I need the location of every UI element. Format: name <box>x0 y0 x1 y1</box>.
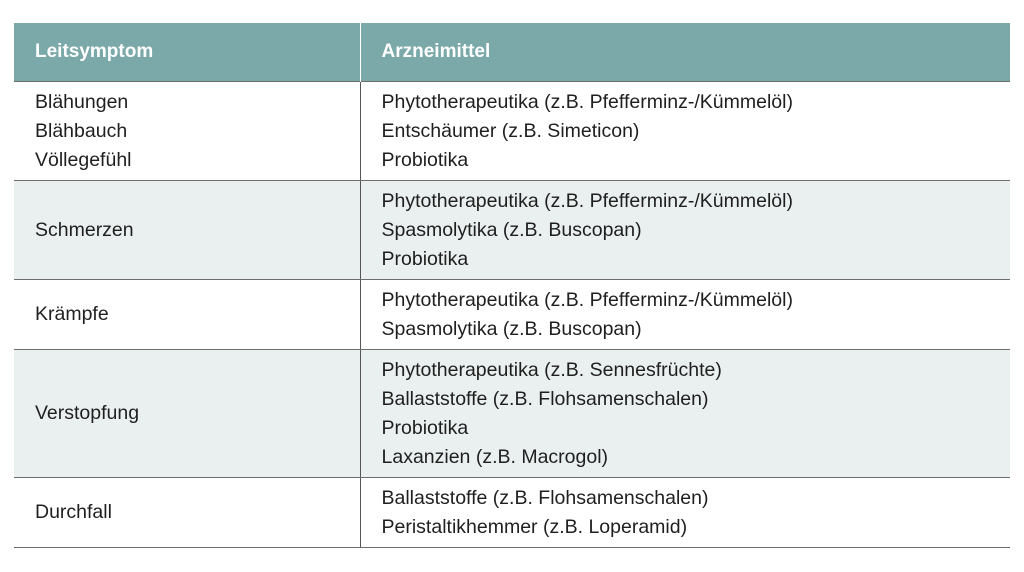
table-row <box>14 181 1010 280</box>
medication-text: Phytotherapeutika (z.B. Sennesfrüchte) <box>381 358 722 381</box>
symptom-cell <box>14 280 360 350</box>
symptom-cell <box>14 181 360 280</box>
symptom-text: Schmerzen <box>35 218 134 241</box>
medication-cell <box>360 280 1010 350</box>
header-row <box>14 23 1010 82</box>
symptom-text: Völlegefühl <box>35 148 132 171</box>
medication-cell <box>360 350 1010 478</box>
medication-text: Entschäumer (z.B. Simeticon) <box>381 119 640 142</box>
table-row <box>14 350 1010 478</box>
medication-text: Peristaltikhemmer (z.B. Loperamid) <box>381 515 688 538</box>
symptom-cell <box>14 82 360 181</box>
symptom-medication-table <box>14 23 1010 548</box>
symptom-text: Verstopfung <box>35 402 140 424</box>
medication-text: Laxanzien (z.B. Macrogol) <box>381 445 609 468</box>
symptom-text: Blähungen <box>35 90 129 113</box>
medication-cell <box>360 82 1010 181</box>
header-arzneimittel: Arzneimittel <box>360 23 1010 82</box>
symptom-cell <box>14 350 360 478</box>
table-row <box>14 478 1010 548</box>
medication-text: Phytotherapeutika (z.B. Pfefferminz-/Kümmelöl) <box>381 189 793 212</box>
table-body <box>14 82 1010 548</box>
medication-text: Phytotherapeutika (z.B. Pfefferminz-/Kümmelöl) <box>381 288 793 311</box>
medication-text: Probiotika <box>381 247 469 270</box>
symptom-cell <box>14 478 360 548</box>
table-row <box>14 280 1010 350</box>
medication-text: Spasmolytika (z.B. Buscopan) <box>381 218 642 241</box>
symptom-text: Durchfall <box>35 501 112 523</box>
table-header <box>14 23 1010 82</box>
medication-text: Phytotherapeutika (z.B. Pfefferminz-/Kümmelöl) <box>381 90 793 113</box>
medication-cell <box>360 478 1010 548</box>
symptom-text: Blähbauch <box>35 119 128 142</box>
medication-text: Ballaststoffe (z.B. Flohsamenschalen) <box>381 486 709 509</box>
medication-text: Ballaststoffe (z.B. Flohsamenschalen) <box>381 387 709 410</box>
table-row <box>14 82 1010 181</box>
header-leitsymptom: Leitsymptom <box>14 23 360 82</box>
symptom-text: Krämpfe <box>35 303 109 325</box>
medication-cell <box>360 181 1010 280</box>
medication-text: Spasmolytika (z.B. Buscopan) <box>381 317 642 340</box>
medication-text: Probiotika <box>381 148 469 171</box>
medication-text: Probiotika <box>381 416 469 439</box>
symptom-medication-table-container <box>14 23 1010 548</box>
